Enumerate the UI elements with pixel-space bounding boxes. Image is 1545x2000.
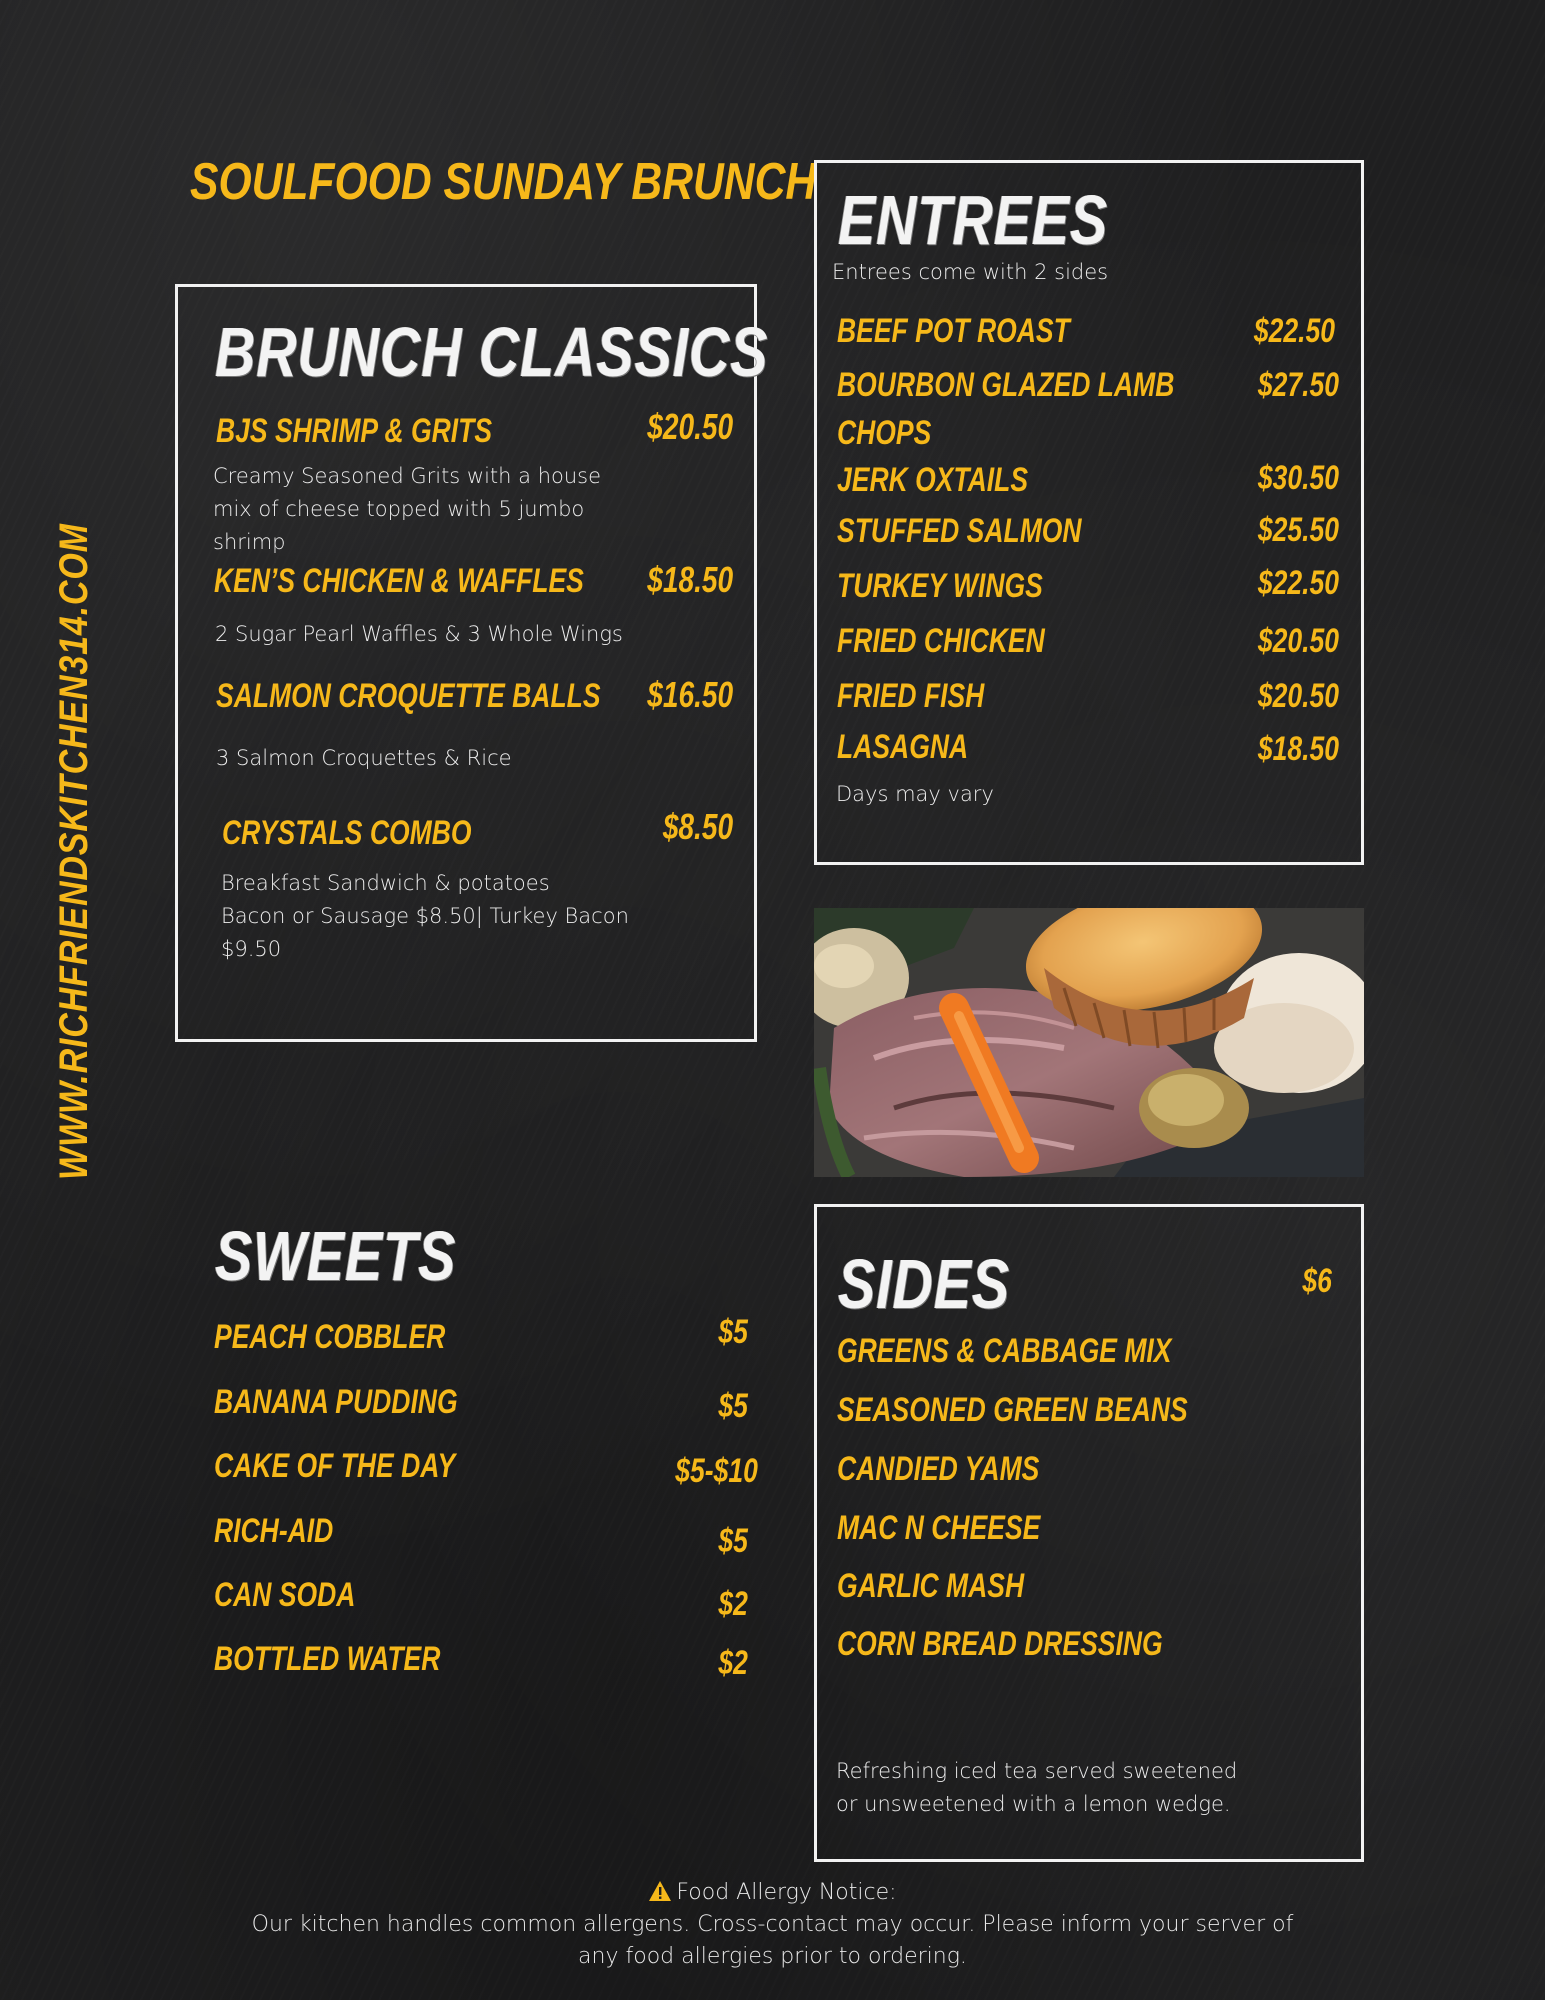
item-name: LASAGNA	[837, 728, 969, 766]
warning-icon	[648, 1880, 672, 1912]
item-price: $2	[718, 1585, 748, 1623]
item-price: $5	[718, 1387, 748, 1425]
page-title: SOULFOOD SUNDAY BRUNCH	[190, 153, 817, 211]
entree-item	[837, 366, 1270, 405]
item-description: 3 Salmon Croquettes & Rice	[216, 746, 512, 770]
item-price: $2	[718, 1644, 748, 1682]
side-item: MAC N CHEESE	[837, 1509, 1041, 1547]
item-price: $25.50	[1257, 511, 1339, 549]
item-price: $20.50	[1257, 622, 1339, 660]
item-name: CAN SODA	[214, 1576, 356, 1614]
sweet-item	[214, 1318, 511, 1357]
item-name: TURKEY WINGS	[837, 567, 1043, 605]
item-price: $22.50	[1257, 564, 1339, 602]
item-name-continued: CHOPS	[837, 414, 932, 452]
item-name: KEN’S CHICKEN & WAFFLES	[214, 562, 584, 600]
sweet-item	[214, 1576, 395, 1615]
item-description: Creamy Seasoned Grits with a house mix of cheese topped with 5 jumbo shrimp	[213, 464, 602, 554]
entrees-heading: ENTREES	[838, 181, 1109, 259]
entrees-subheading: Entrees come with 2 sides	[832, 260, 1109, 284]
item-price: $5	[718, 1522, 748, 1560]
website-url[interactable]: WWW.RICHFRIENDSKITCHEN314.COM	[52, 523, 96, 1180]
item-name: CAKE OF THE DAY	[214, 1447, 456, 1485]
sweet-item	[214, 1512, 367, 1551]
food-photo	[814, 908, 1364, 1177]
item-name: JERK OXTAILS	[837, 461, 1029, 499]
item-price: $30.50	[1257, 459, 1339, 497]
side-item: CORN BREAD DRESSING	[837, 1625, 1163, 1663]
item-name: BJS SHRIMP & GRITS	[216, 412, 493, 450]
entree-item	[837, 512, 1151, 551]
item-price: $5-$10	[675, 1452, 758, 1490]
item-name: BEEF POT ROAST	[837, 312, 1070, 350]
entree-item	[837, 461, 1082, 500]
entree-item	[837, 728, 1005, 767]
sides-note: Refreshing iced tea served sweetened or unsweetened with a lemon wedge.	[836, 1759, 1238, 1816]
item-price: $16.50	[647, 674, 733, 715]
sides-price: $6	[1302, 1262, 1332, 1300]
sweet-item	[214, 1640, 504, 1679]
sides-heading: SIDES	[838, 1245, 1011, 1323]
item-price: $18.50	[1257, 730, 1339, 768]
item-description: 2 Sugar Pearl Waffles & 3 Whole Wings	[215, 622, 623, 646]
sweets-heading: SWEETS	[215, 1217, 457, 1295]
item-name: BANANA PUDDING	[214, 1383, 458, 1421]
entree-item	[837, 677, 1026, 716]
sweet-item	[214, 1383, 526, 1422]
item-name: FRIED CHICKEN	[837, 622, 1045, 660]
item-price: $22.50	[1253, 312, 1335, 350]
side-item: SEASONED GREEN BEANS	[837, 1391, 1188, 1429]
item-name: RICH-AID	[214, 1512, 334, 1550]
item-name: BOURBON GLAZED LAMB	[837, 366, 1175, 404]
item-description: Breakfast Sandwich & potatoes Bacon or Sausage $8.50| Turkey Bacon $9.50	[221, 871, 629, 961]
entrees-note: Days may vary	[836, 782, 994, 806]
item-name: PEACH COBBLER	[214, 1318, 446, 1356]
allergy-notice-body: Our kitchen handles common allergens. Cross-contact may occur. Please inform your server of any food allergies prior to ordering.	[251, 1912, 1294, 1969]
allergy-notice-title: Food Allergy Notice:	[0, 1877, 1545, 1912]
item-name: SALMON CROQUETTE BALLS	[216, 677, 601, 715]
item-price: $27.50	[1257, 366, 1339, 404]
item-price: $20.50	[647, 406, 733, 447]
side-item: GARLIC MASH	[837, 1567, 1025, 1605]
side-item: CANDIED YAMS	[837, 1450, 1040, 1488]
entree-item	[837, 622, 1103, 661]
entree-item	[837, 312, 1135, 351]
item-price: $8.50	[662, 806, 733, 847]
item-name: FRIED FISH	[837, 677, 985, 715]
brunch-classics-heading: BRUNCH CLASSICS	[215, 313, 769, 391]
item-price: $5	[718, 1313, 748, 1351]
sweet-item	[214, 1447, 523, 1486]
entree-item	[837, 567, 1101, 606]
item-name: CRYSTALS COMBO	[222, 814, 472, 852]
side-item: GREENS & CABBAGE MIX	[837, 1332, 1172, 1370]
item-price: $20.50	[1257, 677, 1339, 715]
item-price: $18.50	[647, 559, 733, 600]
item-name: BOTTLED WATER	[214, 1640, 441, 1678]
item-name: STUFFED SALMON	[837, 512, 1082, 550]
